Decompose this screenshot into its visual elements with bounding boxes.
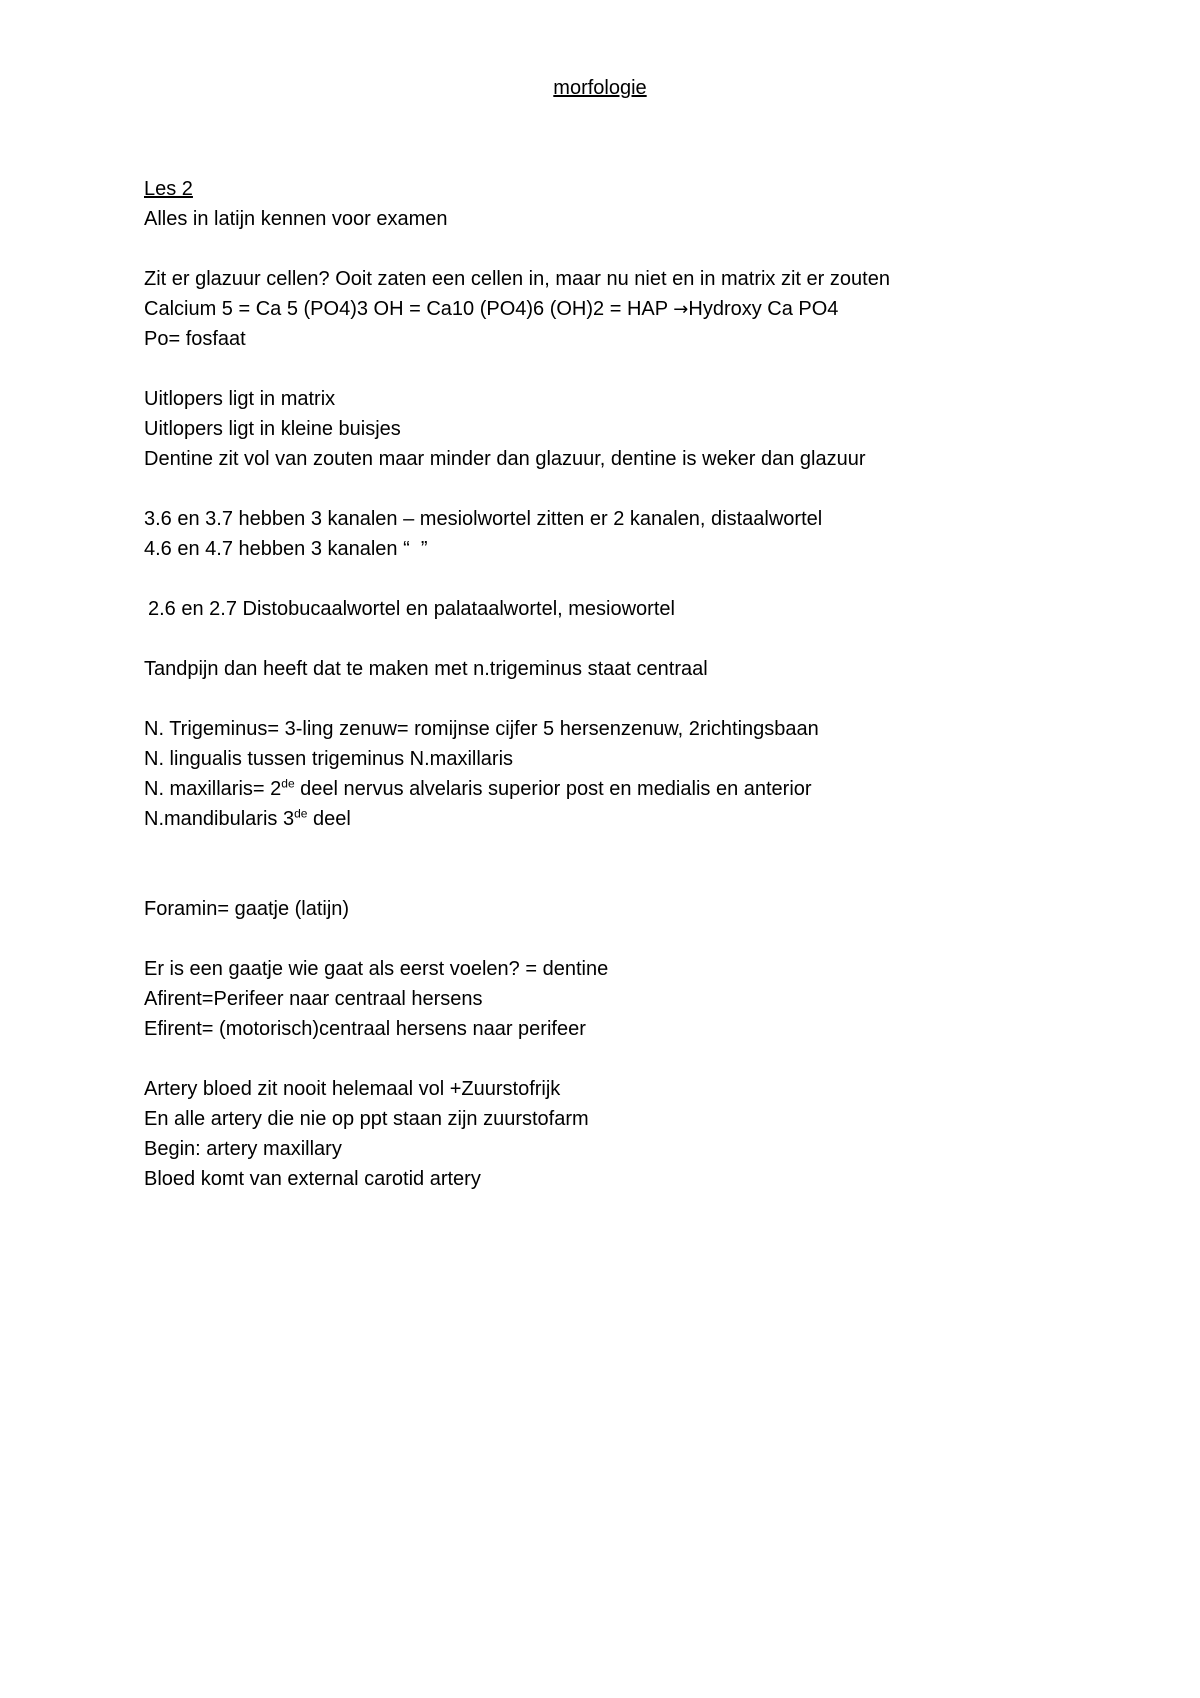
blank-line xyxy=(144,234,1104,264)
text-segment: deel xyxy=(307,808,351,830)
text-segment: N. maxillaris= 2 xyxy=(144,778,282,800)
blank-line xyxy=(144,354,1104,384)
right-arrow-icon: → xyxy=(673,299,689,320)
document-title: morfologie xyxy=(553,77,647,99)
lesson-heading: Les 2 xyxy=(144,178,193,200)
text-line: Zit er glazuur cellen? Ooit zaten een cellen in, maar nu niet en in matrix zit er zouten xyxy=(144,268,890,290)
blank-line xyxy=(144,1044,1104,1074)
formula-text: Calcium 5 = Ca 5 (PO4)3 OH = Ca10 (PO4)6 (OH)2 = HAP xyxy=(144,298,674,320)
text-line: Er is een gaatje wie gaat als eerst voelen? = dentine xyxy=(144,958,609,980)
blank-line xyxy=(144,834,1104,894)
text-line: Artery bloed zit nooit helemaal vol +Zuurstofrijk xyxy=(144,1078,561,1100)
text-line: N. lingualis tussen trigeminus N.maxillaris xyxy=(144,748,514,770)
text-line: Tandpijn dan heeft dat te maken met n.trigeminus staat centraal xyxy=(144,658,708,680)
text-line: 4.6 en 4.7 hebben 3 kanalen “ ” xyxy=(144,538,428,560)
blank-line xyxy=(144,474,1104,504)
text-line: En alle artery die nie op ppt staan zijn zuurstofarm xyxy=(144,1108,589,1130)
blank-line xyxy=(144,924,1104,954)
text-line: Uitlopers ligt in matrix xyxy=(144,388,336,410)
text-line: Po= fosfaat xyxy=(144,328,246,350)
text-line: Foramin= gaatje (latijn) xyxy=(144,898,350,920)
formula-line xyxy=(144,294,1104,324)
text-line: 3.6 en 3.7 hebben 3 kanalen – mesiolwortel zitten er 2 kanalen, distaalwortel xyxy=(144,508,823,530)
document-body xyxy=(144,174,1104,1194)
text-line: Begin: artery maxillary xyxy=(144,1138,342,1160)
text-line: Afirent=Perifeer naar centraal hersens xyxy=(144,988,483,1010)
formula-result: Hydroxy Ca PO4 xyxy=(688,298,839,320)
text-line: 2.6 en 2.7 Distobucaalwortel en palataalwortel, mesiowortel xyxy=(148,598,675,620)
text-line xyxy=(144,804,1104,834)
text-segment: deel nervus alvelaris superior post en medialis en anterior xyxy=(294,778,812,800)
text-line: Bloed komt van external carotid artery xyxy=(144,1168,481,1190)
text-segment: N.mandibularis 3 xyxy=(144,808,295,830)
blank-line xyxy=(144,564,1104,594)
blank-line xyxy=(144,624,1104,654)
text-line: Efirent= (motorisch)centraal hersens naar perifeer xyxy=(144,1018,586,1040)
text-line: Alles in latijn kennen voor examen xyxy=(144,208,448,230)
text-line xyxy=(144,774,1104,804)
text-line: N. Trigeminus= 3-ling zenuw= romijnse cijfer 5 hersenzenuw, 2richtingsbaan xyxy=(144,718,819,740)
text-line: Uitlopers ligt in kleine buisjes xyxy=(144,418,401,440)
superscript: de xyxy=(281,776,295,791)
blank-line xyxy=(144,684,1104,714)
text-line: Dentine zit vol van zouten maar minder dan glazuur, dentine is weker dan glazuur xyxy=(144,448,866,470)
superscript: de xyxy=(294,806,308,821)
